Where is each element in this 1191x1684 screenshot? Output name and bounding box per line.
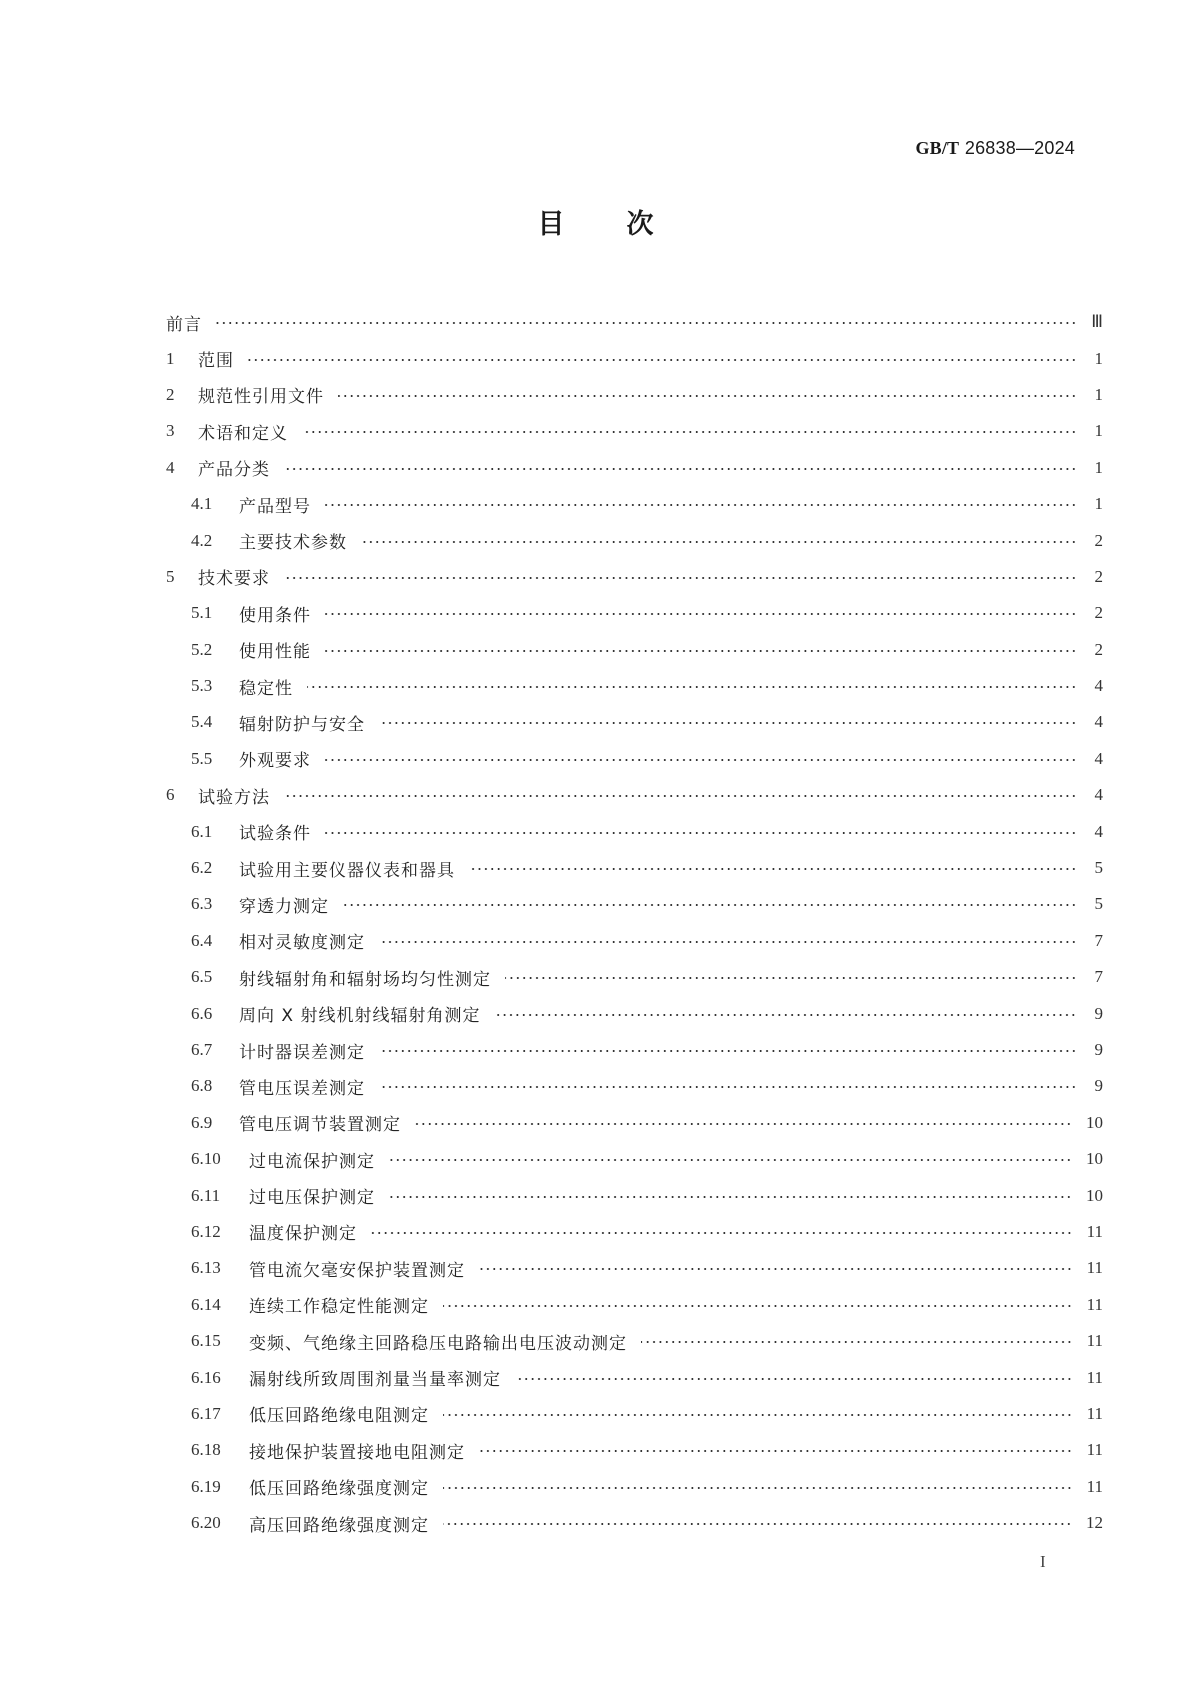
toc-entry-label[interactable]: 产品分类 [198,460,270,481]
toc-entry-label[interactable]: 试验条件 [239,824,311,845]
toc-entry-label[interactable]: 温度保护测定 [249,1224,357,1245]
toc-entry-number: 3 [166,421,175,441]
toc-entry-page[interactable]: 4 [1094,785,1103,805]
dot-leader [248,359,1077,361]
toc-entry-number: 6.5 [191,967,213,987]
dot-leader [325,759,1077,761]
dot-leader [505,977,1077,979]
toc-entry-number: 5.2 [191,639,213,659]
toc-entry-page[interactable]: 9 [1094,1076,1103,1096]
dot-leader [379,722,1077,724]
toc-entry-page[interactable]: 2 [1094,530,1103,550]
toc-entry-page[interactable]: 4 [1094,821,1103,841]
dot-leader [338,395,1077,397]
toc-entry-page[interactable]: 1 [1094,457,1103,477]
toc-entry-label[interactable]: 管电压误差测定 [239,1078,365,1099]
toc-entry[interactable] [166,959,1103,995]
toc-entry-label[interactable]: 变频、气绝缘主回路稳压电路输出电压波动测定 [249,1333,627,1354]
toc-entry[interactable] [166,413,1103,449]
dot-leader [389,1196,1072,1198]
toc-entry-number: 6.3 [191,894,213,914]
toc-entry-page[interactable]: 10 [1086,1149,1103,1169]
dot-leader [284,577,1077,579]
toc-entry-page[interactable]: 2 [1094,603,1103,623]
toc-entry-page[interactable]: 1 [1094,421,1103,441]
toc-entry-page[interactable]: 12 [1086,1513,1103,1533]
toc-entry-label[interactable]: 穿透力测定 [239,896,329,917]
toc-entry-label[interactable]: 漏射线所致周围剂量当量率测定 [249,1370,501,1391]
toc-entry[interactable] [166,304,1103,340]
dot-leader [307,686,1077,688]
dot-leader [415,1123,1072,1125]
toc-entry[interactable] [166,522,1103,558]
standard-code [915,138,1075,159]
toc-entry-label[interactable]: 高压回路绝缘强度测定 [249,1515,429,1536]
toc-entry-number: 6.11 [191,1185,221,1205]
toc-entry-page[interactable]: 9 [1094,1040,1103,1059]
toc-entry[interactable] [166,1068,1103,1104]
toc-entry[interactable] [166,1469,1103,1505]
toc-entry-page[interactable]: 5 [1094,894,1103,914]
toc-entry-page[interactable]: 10 [1086,1185,1103,1205]
toc-entry-number: 2 [166,384,175,404]
toc-entry-number: 6.8 [191,1076,213,1096]
toc-entry-page[interactable]: 11 [1086,1403,1103,1423]
toc-entry-number: 6.1 [191,821,213,841]
dot-leader [379,941,1077,943]
toc-entry-number: 5.3 [191,676,213,696]
dot-leader [515,1378,1073,1380]
toc-entry[interactable] [166,850,1103,886]
toc-entry-label[interactable]: 试验用主要仪器仪表和器具 [239,860,455,881]
toc-entry-label[interactable]: 辐射防护与安全 [239,714,365,735]
dot-leader [284,795,1077,797]
toc-entry-page[interactable]: 1 [1094,348,1103,368]
toc-entry-number: 6.9 [191,1112,213,1132]
toc-entry-page[interactable]: 2 [1094,566,1103,586]
page-title: 目次 [537,209,716,240]
toc-entry-label[interactable]: 周向 X 射线机射线辐射角测定 [239,1006,481,1027]
toc-entry[interactable] [166,995,1103,1031]
toc-entry-page[interactable]: 7 [1094,967,1103,987]
toc-entry-number: 4.2 [191,530,213,550]
dot-leader [443,1414,1073,1416]
toc-entry[interactable] [166,741,1103,777]
toc-entry-page[interactable]: 11 [1086,1440,1103,1460]
toc-entry-number: 6.18 [191,1440,221,1460]
dot-leader [443,1305,1073,1307]
toc-entry[interactable] [166,704,1103,740]
toc-entry[interactable] [166,1214,1103,1250]
toc-entry-number: 6.15 [191,1331,221,1351]
dot-leader [389,1159,1072,1161]
toc-entry-label[interactable]: 主要技术参数 [239,533,347,554]
toc-entry-number: 5 [166,566,175,586]
dot-leader [479,1450,1073,1452]
toc-entry[interactable] [166,595,1103,631]
toc-entry-label[interactable]: 前言 [166,314,202,335]
toc-entry-label[interactable]: 相对灵敏度测定 [239,933,365,954]
dot-leader [443,1523,1072,1525]
toc-entry-page[interactable]: 4 [1094,712,1103,732]
toc-entry-label[interactable]: 低压回路绝缘电阻测定 [249,1406,429,1427]
toc-entry-page[interactable]: 11 [1086,1294,1103,1314]
toc-entry-label[interactable]: 使用性能 [239,642,311,663]
dot-leader [302,431,1077,433]
toc-entry-label[interactable]: 计时器误差测定 [239,1042,365,1063]
toc-entry-label[interactable]: 产品型号 [239,496,311,517]
toc-entry-number: 6.10 [191,1149,221,1169]
toc-entry-label[interactable]: 稳定性 [239,678,293,699]
dot-leader [325,832,1077,834]
dot-leader [379,1050,1077,1052]
toc-entry[interactable] [166,668,1103,704]
toc-entry-number: 5.5 [191,748,213,768]
toc-entry[interactable] [166,1177,1103,1213]
toc-entry-page[interactable]: 10 [1086,1112,1103,1132]
toc-entry-number: 4.1 [191,494,213,514]
standard-number: 26838—2024 [964,138,1075,158]
toc-entry-number: 6.12 [191,1221,221,1241]
dot-leader [371,1232,1073,1234]
toc-entry-page[interactable]: 11 [1086,1221,1103,1241]
toc-entry-label[interactable]: 使用条件 [239,605,311,626]
toc-entry[interactable] [166,340,1103,376]
toc-entry-page[interactable]: 9 [1094,1003,1103,1023]
dot-leader [343,904,1077,906]
toc-entry[interactable] [166,559,1103,595]
toc-entry[interactable] [166,886,1103,922]
toc-entry-label[interactable]: 过电压保护测定 [249,1188,375,1209]
toc-entry[interactable] [166,632,1103,668]
toc-entry-page[interactable]: 11 [1086,1258,1103,1278]
toc-entry[interactable] [166,1432,1103,1468]
toc-entry-label[interactable]: 接地保护装置接地电阻测定 [249,1442,465,1463]
toc-entry-number: 6.20 [191,1513,221,1533]
toc-entry-page[interactable]: 11 [1086,1331,1103,1351]
toc-entry[interactable] [166,1505,1103,1541]
toc-entry-number: 6.4 [191,930,213,950]
toc-entry[interactable] [166,1141,1103,1177]
toc-entry-number: 4 [166,457,175,477]
toc-entry[interactable] [166,1359,1103,1395]
toc-entry[interactable] [166,486,1103,522]
toc-entry-page[interactable]: 4 [1094,676,1103,696]
toc-entry-number: 6.14 [191,1294,221,1314]
dot-leader [479,1268,1073,1270]
dot-leader [641,1341,1073,1343]
dot-leader [216,322,1077,324]
toc-entry-page[interactable]: 1 [1094,494,1103,514]
toc-entry[interactable] [166,1323,1103,1359]
toc-entry[interactable] [166,1032,1103,1068]
toc-entry-page[interactable]: 7 [1094,930,1103,950]
toc-entry-label[interactable]: 管电压调节装置测定 [239,1115,401,1136]
toc-entry-number: 6.19 [191,1476,221,1496]
toc-entry-number: 5.1 [191,603,213,623]
toc-entry-number: 6 [166,785,175,805]
toc-entry-label[interactable]: 术语和定义 [198,423,288,444]
toc-entry-label[interactable]: 试验方法 [198,787,270,808]
toc-entry-page[interactable]: 5 [1094,858,1103,878]
dot-leader [494,1014,1077,1016]
toc-entry-label[interactable]: 管电流欠毫安保护装置测定 [249,1260,465,1281]
dot-leader [325,650,1077,652]
toc-entry-number: 6.6 [191,1003,213,1023]
toc-entry-label[interactable]: 范围 [198,351,234,372]
toc-entry-label[interactable]: 过电流保护测定 [249,1151,375,1172]
toc-entry[interactable] [166,1105,1103,1141]
toc-entry-number: 6.16 [191,1367,221,1387]
toc-entry-number: 5.4 [191,712,213,732]
toc-entry-label[interactable]: 射线辐射角和辐射场均匀性测定 [239,969,491,990]
toc-entry-page[interactable]: 4 [1094,748,1103,768]
toc-entry-label[interactable]: 技术要求 [198,569,270,590]
dot-leader [284,468,1077,470]
dot-leader [443,1487,1073,1489]
toc-entry-page[interactable]: 11 [1086,1476,1103,1496]
dot-leader [469,868,1077,870]
toc-entry[interactable] [166,813,1103,849]
toc-entry-page[interactable]: Ⅲ [1091,312,1103,332]
toc-entry[interactable] [166,923,1103,959]
dot-leader [325,504,1077,506]
toc-entry-label[interactable]: 连续工作稳定性能测定 [249,1297,429,1318]
table-of-contents [166,304,1103,1541]
toc-entry-page[interactable]: 2 [1094,639,1103,659]
toc-entry-number: 6.2 [191,858,213,878]
toc-entry[interactable] [166,450,1103,486]
toc-entry-page[interactable]: 11 [1086,1367,1103,1387]
toc-entry-label[interactable]: 规范性引用文件 [198,387,324,408]
toc-entry[interactable] [166,377,1103,413]
toc-entry-number: 6.17 [191,1403,221,1423]
toc-entry-number: 1 [166,348,175,368]
toc-entry[interactable] [166,777,1103,813]
toc-entry-label[interactable]: 低压回路绝缘强度测定 [249,1479,429,1500]
toc-entry-page[interactable]: 1 [1094,384,1103,404]
dot-leader [361,541,1077,543]
toc-entry[interactable] [166,1287,1103,1323]
toc-entry-number: 6.13 [191,1258,221,1278]
dot-leader [325,613,1077,615]
standard-prefix: GB/T [915,138,960,158]
toc-entry[interactable] [166,1250,1103,1286]
dot-leader [379,1086,1077,1088]
toc-entry-number: 6.7 [191,1040,213,1059]
toc-entry[interactable] [166,1396,1103,1432]
toc-entry-label[interactable]: 外观要求 [239,751,311,772]
footer-page-number: I [1040,1552,1046,1571]
